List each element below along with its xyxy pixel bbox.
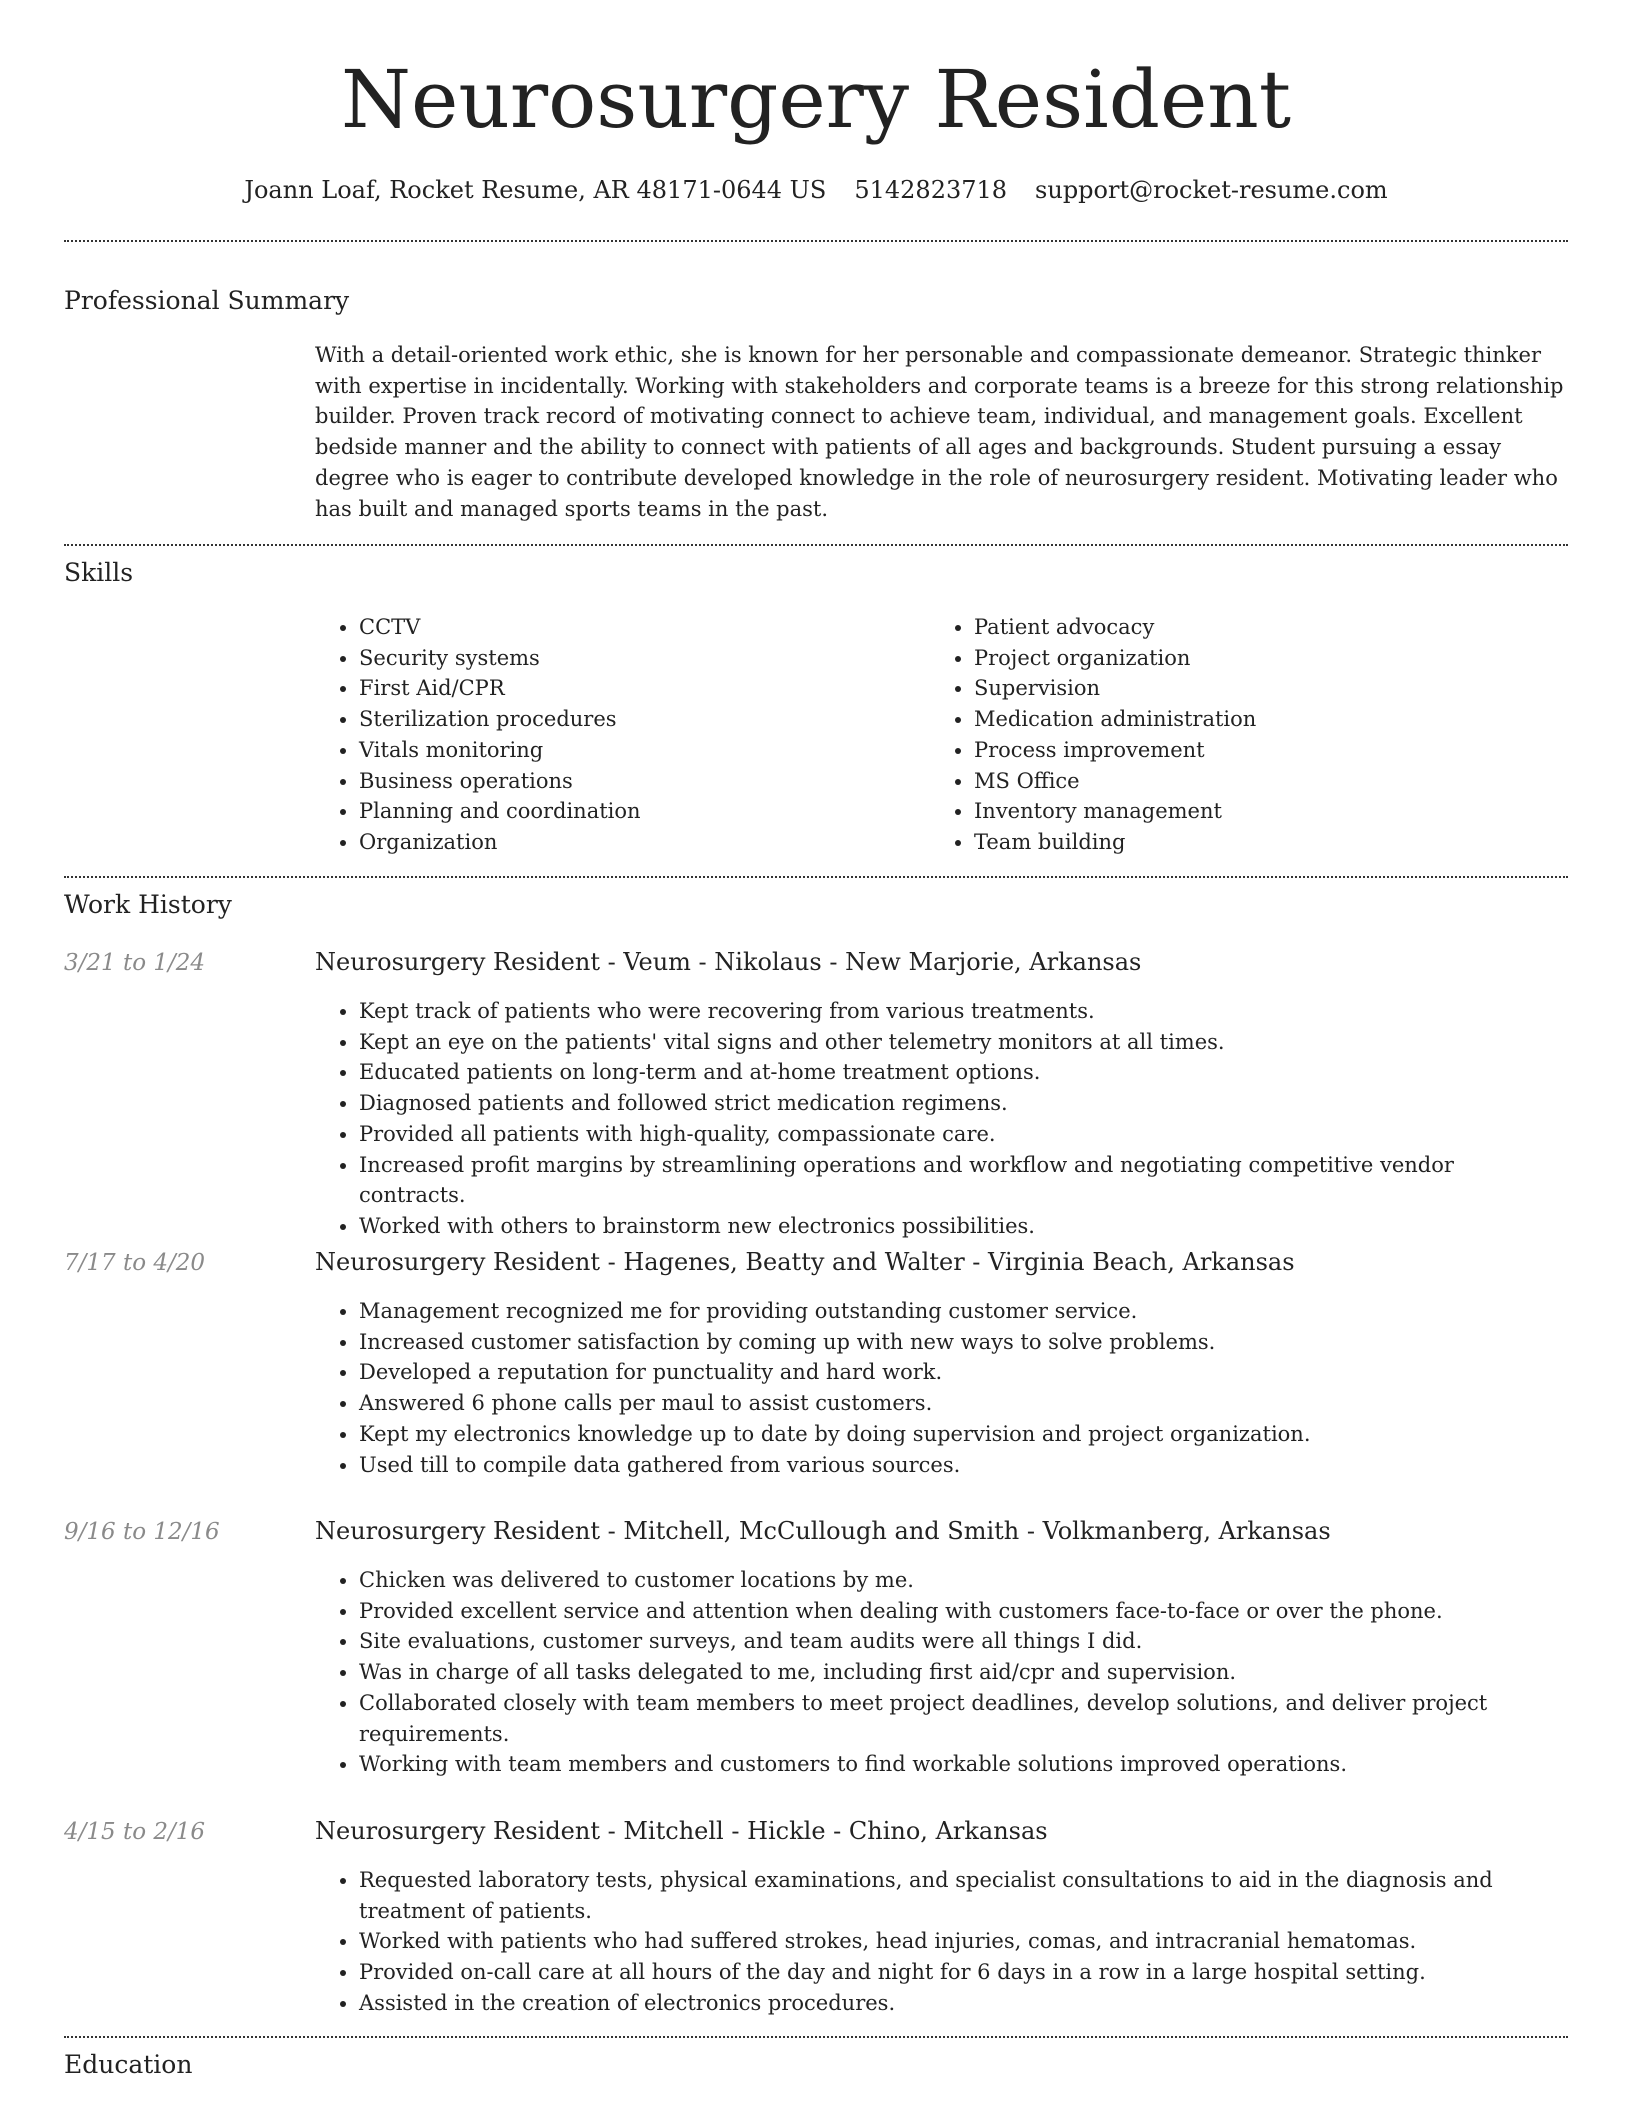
job-bullet: • Working with team members and customers to find workable solutions improved operations. xyxy=(359,1749,1565,1780)
job-bullet: • Chicken was delivered to customer locations by me. xyxy=(359,1565,1565,1596)
skills-column-right xyxy=(930,612,1490,858)
job-title: Neurosurgery Resident - Mitchell - Hickle - Chino, Arkansas xyxy=(315,1817,1048,1845)
job-bullet: • Kept track of patients who were recovering from various treatments. xyxy=(359,996,1565,1027)
divider xyxy=(64,2036,1568,2038)
job-dates: 3/21 to 1/24 xyxy=(64,950,206,976)
skill-item: • Inventory management xyxy=(974,796,1490,827)
job-bullet: • Provided excellent service and attention when dealing with customers face-to-face or over the phone. xyxy=(359,1596,1565,1627)
job-bullet: • Provided all patients with high-quality, compassionate care. xyxy=(359,1119,1565,1150)
skill-item: • MS Office xyxy=(974,766,1490,797)
skill-item: • Process improvement xyxy=(974,735,1490,766)
skill-item: • Sterilization procedures xyxy=(359,704,875,735)
job-bullet: • Assisted in the creation of electronics procedures. xyxy=(359,1988,1565,2019)
job-bullet: • Educated patients on long-term and at-home treatment options. xyxy=(359,1057,1565,1088)
job-bullet: • Diagnosed patients and followed strict medication regimens. xyxy=(359,1088,1565,1119)
skill-item: • Security systems xyxy=(359,643,875,674)
job-dates: 7/17 to 4/20 xyxy=(64,1250,206,1276)
job-bullet: • Worked with patients who had suffered strokes, head injuries, comas, and intracranial hematomas. xyxy=(359,1926,1565,1957)
skill-item: • Team building xyxy=(974,827,1490,858)
job-title: Neurosurgery Resident - Mitchell, McCullough and Smith - Volkmanberg, Arkansas xyxy=(315,1517,1331,1545)
job-bullet: • Collaborated closely with team members to meet project deadlines, develop solutions, and deliver project requirements. xyxy=(359,1688,1565,1749)
contact-line xyxy=(0,170,1632,210)
summary-text: With a detail-oriented work ethic, she is known for her personable and compassionate demeanor. Strategic thinker with expertise in incidentally. Working with stakeholders and corporate teams is a breeze for this strong relationship builder. Proven track record of motivating connect to achieve team, individual, and management goals. Excellent bedside manner and the ability to connect with patients of all ages and backgrounds. Student pursuing a essay degree who is eager to contribute developed knowledge in the role of neurosurgery resident. Motivating leader who has built and managed sports teams in the past. xyxy=(315,343,1564,521)
contact-address: Joann Loaf, Rocket Resume, AR 48171-0644 US xyxy=(244,176,827,204)
job-title: Neurosurgery Resident - Hagenes, Beatty and Walter - Virginia Beach, Arkansas xyxy=(315,1248,1295,1276)
job-bullets xyxy=(315,996,1565,1242)
divider xyxy=(64,240,1568,242)
job-dates: 9/16 to 12/16 xyxy=(64,1519,220,1545)
job-bullet: • Requested laboratory tests, physical examinations, and specialist consultations to aid in the diagnosis and treatment of patients. xyxy=(359,1865,1565,1926)
job-title: Neurosurgery Resident - Veum - Nikolaus - New Marjorie, Arkansas xyxy=(315,948,1142,976)
job-bullet: • Was in charge of all tasks delegated to me, including first aid/cpr and supervision. xyxy=(359,1657,1565,1688)
job-bullet: • Provided on-call care at all hours of the day and night for 6 days in a row in a large hospital setting. xyxy=(359,1957,1565,1988)
job-bullet: • Used till to compile data gathered from various sources. xyxy=(359,1450,1565,1481)
skills-column-left xyxy=(315,612,875,858)
skill-item: • Project organization xyxy=(974,643,1490,674)
divider xyxy=(64,876,1568,878)
skill-item: • Vitals monitoring xyxy=(359,735,875,766)
job-bullet: • Worked with others to brainstorm new electronics possibilities. xyxy=(359,1211,1565,1242)
skills-heading: Skills xyxy=(64,558,134,587)
job-bullet: • Developed a reputation for punctuality and hard work. xyxy=(359,1357,1565,1388)
skill-item: • Patient advocacy xyxy=(974,612,1490,643)
job-bullet: • Site evaluations, customer surveys, and team audits were all things I did. xyxy=(359,1626,1565,1657)
skill-item: • Medication administration xyxy=(974,704,1490,735)
job-bullets xyxy=(315,1296,1565,1480)
summary-heading: Professional Summary xyxy=(64,286,350,315)
skill-item: • First Aid/CPR xyxy=(359,673,875,704)
skill-item: • Planning and coordination xyxy=(359,796,875,827)
job-bullet: • Management recognized me for providing outstanding customer service. xyxy=(359,1296,1565,1327)
job-dates: 4/15 to 2/16 xyxy=(64,1819,206,1845)
contact-email: support@rocket-resume.com xyxy=(1035,176,1388,204)
job-bullets xyxy=(315,1865,1565,2019)
education-heading: Education xyxy=(64,2050,193,2079)
contact-phone: 5142823718 xyxy=(854,176,1008,204)
job-bullet: • Kept an eye on the patients' vital signs and other telemetry monitors at all times. xyxy=(359,1027,1565,1058)
job-bullet: • Kept my electronics knowledge up to date by doing supervision and project organization. xyxy=(359,1419,1565,1450)
skill-item: • Business operations xyxy=(359,766,875,797)
job-bullet: • Answered 6 phone calls per maul to assist customers. xyxy=(359,1388,1565,1419)
job-bullets xyxy=(315,1565,1565,1780)
job-bullet: • Increased customer satisfaction by coming up with new ways to solve problems. xyxy=(359,1327,1565,1358)
skill-item: • CCTV xyxy=(359,612,875,643)
divider xyxy=(64,544,1568,546)
work-history-heading: Work History xyxy=(64,890,232,919)
resume-title: Neurosurgery Resident xyxy=(341,53,1291,146)
skill-item: • Organization xyxy=(359,827,875,858)
job-bullet: • Increased profit margins by streamlining operations and workflow and negotiating competitive vendor contracts. xyxy=(359,1150,1565,1211)
skill-item: • Supervision xyxy=(974,673,1490,704)
